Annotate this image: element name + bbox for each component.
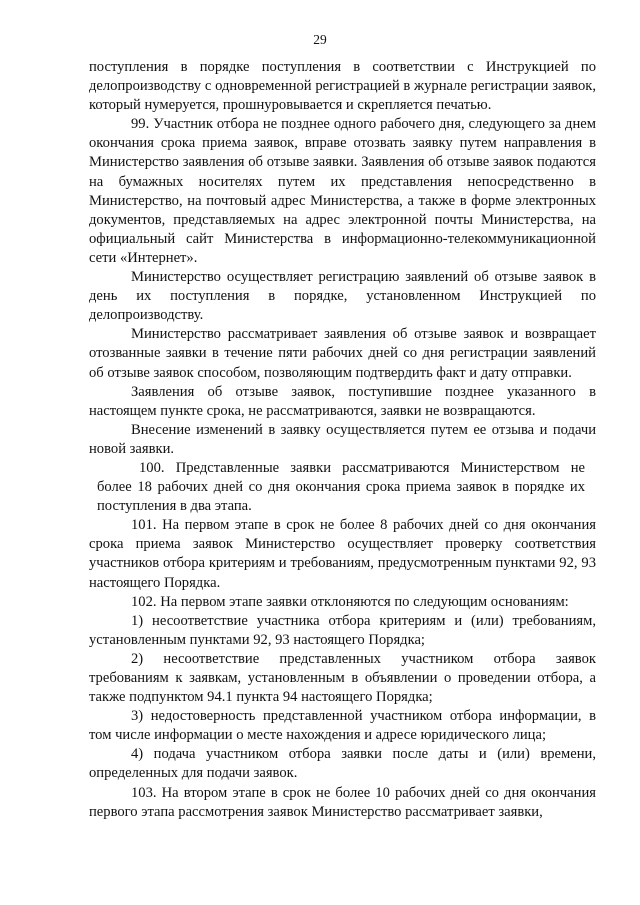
paragraph-late-withdrawal: Заявления об отзыве заявок, поступившие позднее указанного в настоящем пункте срока, не рассматриваются, заявки не возвращаются.	[89, 383, 596, 419]
paragraph-item-103: 103. На втором этапе в срок не более 10 рабочих дней со дня окончания первого этапа рассмотрения заявок Министерство рассматривает заявки,	[89, 784, 596, 820]
paragraph-item-99: 99. Участник отбора не позднее одного рабочего дня, следующего за днем окончания срока приема заявок, вправе отозвать заявку путем направления в Министерство заявления об отзыве заявки. Заявления об отзыве заявок подаются на бумажных носителях путем их представления непосредственно в Министерство, на почтовый адрес Министерства, а также в форме электронных документов, представляемых на адрес электронной почты Министерства, на официальный сайт Министерства в информационно-телекоммуникационной сети «Интернет».	[89, 116, 596, 266]
paragraph-item-101: 101. На первом этапе в срок не более 8 рабочих дней со дня окончания срока приема заявок Министерство осуществляет проверку соответствия участников отбора критериям и требованиям, предусмотренным пунктами 92, 93 настоящего Порядка.	[89, 517, 596, 591]
page-number: 29	[313, 32, 327, 47]
document-body	[89, 58, 596, 822]
list-item-2: 2) несоответствие представленных участником отбора заявок требованиям к заявкам, установленным в объявлении о проведении отбора, а также подпунктом 94.1 пункта 94 настоящего Порядка;	[89, 650, 596, 706]
paragraph-amendments: Внесение изменений в заявку осуществляется путем ее отзыва и подачи новой заявки.	[89, 421, 596, 457]
paragraph-continuation: поступления в порядке поступления в соответствии с Инструкцией по делопроизводству с одновременной регистрацией в журнале регистрации заявок, который нумеруется, прошнуровывается и скрепляется печатью.	[89, 59, 596, 114]
paragraph-item-100: 100. Представленные заявки рассматриваются Министерством не более 18 рабочих дней со дня окончания срока приема заявок в порядке их поступления в два этапа.	[97, 459, 585, 515]
paragraph-review-withdrawal: Министерство рассматривает заявления об отзыве заявок и возвращает отозванные заявки в течение пяти рабочих дней со дня регистрации заявлений об отзыве заявок способом, позволяющим подтвердить факт и дату отправки.	[89, 326, 596, 381]
list-item-3: 3) недостоверность представленной участником отбора информации, в том числе информации о месте нахождения и адресе юридического лица;	[89, 708, 596, 744]
paragraph-registration: Министерство осуществляет регистрацию заявлений об отзыве заявок в день их поступления в порядке, установленном Инструкцией по делопроизводству.	[89, 269, 596, 324]
paragraph-item-102: 102. На первом этапе заявки отклоняются по следующим основаниям:	[131, 593, 569, 610]
list-item-4: 4) подача участником отбора заявки после даты и (или) времени, определенных для подачи заявок.	[89, 746, 596, 782]
list-item-1: 1) несоответствие участника отбора критериям и (или) требованиям, установленным пунктами 92, 93 настоящего Порядка;	[89, 612, 596, 648]
